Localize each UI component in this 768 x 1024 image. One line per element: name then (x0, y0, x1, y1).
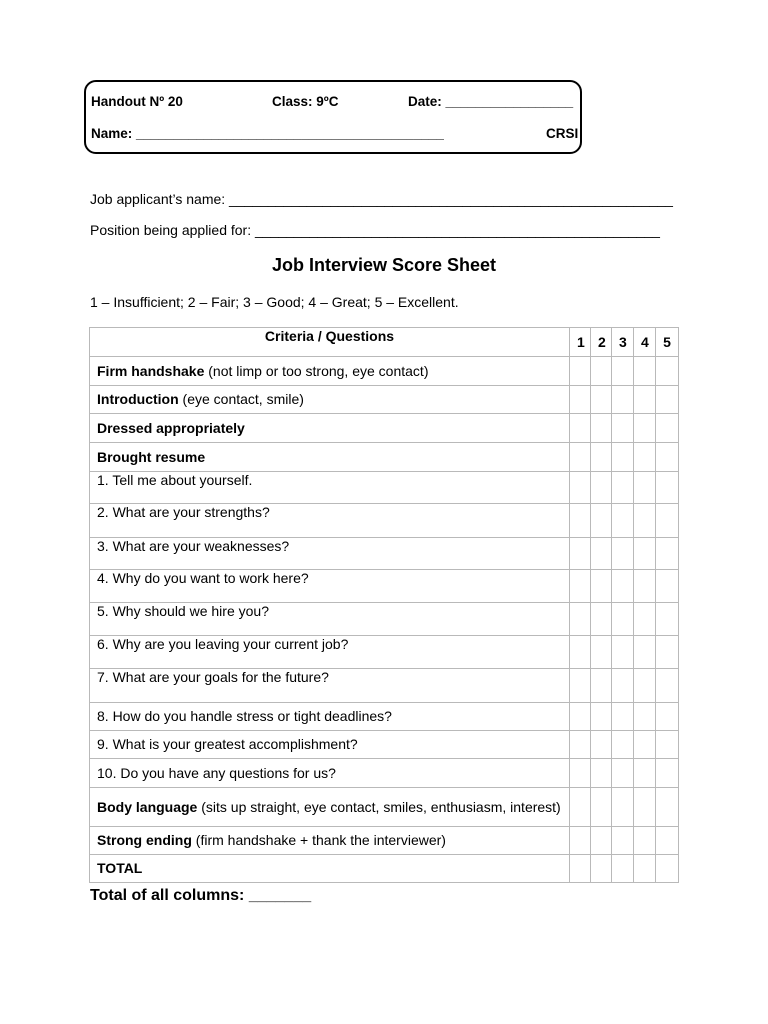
score-cell[interactable] (612, 703, 634, 731)
criteria-text: 4. Why do you want to work here? (97, 570, 309, 586)
score-cell[interactable] (634, 759, 656, 788)
score-cell[interactable] (591, 570, 612, 603)
score-table-header-row (90, 328, 679, 357)
handout-header-box (84, 80, 582, 154)
score-cell[interactable] (570, 636, 591, 669)
score-column-header: 1 (570, 328, 591, 357)
table-row (90, 386, 679, 414)
score-cell[interactable] (634, 788, 656, 827)
score-cell[interactable] (591, 472, 612, 504)
score-cell[interactable] (634, 443, 656, 472)
criteria-cell (90, 827, 570, 855)
score-cell[interactable] (570, 669, 591, 703)
table-row (90, 570, 679, 603)
score-cell[interactable] (591, 731, 612, 759)
criteria-cell (90, 443, 570, 472)
criteria-text: 3. What are your weaknesses? (97, 538, 290, 554)
table-row (90, 472, 679, 504)
score-cell[interactable] (634, 855, 656, 883)
score-cell[interactable] (656, 759, 679, 788)
score-cell[interactable] (612, 472, 634, 504)
score-column-header: 3 (612, 328, 634, 357)
score-cell[interactable] (570, 443, 591, 472)
table-row (90, 443, 679, 472)
score-cell[interactable] (656, 386, 679, 414)
score-cell[interactable] (591, 759, 612, 788)
score-cell[interactable] (612, 636, 634, 669)
score-cell[interactable] (634, 357, 656, 386)
table-row (90, 636, 679, 669)
criteria-cell (90, 603, 570, 636)
table-row (90, 827, 679, 855)
score-cell[interactable] (656, 855, 679, 883)
criteria-bold-label: TOTAL (97, 860, 143, 876)
score-column-header: 2 (591, 328, 612, 357)
criteria-text: 2. What are your strengths? (97, 504, 270, 520)
score-column-header: 5 (656, 328, 679, 357)
school-code: CRSI (546, 126, 579, 141)
score-cell[interactable] (656, 538, 679, 570)
criteria-cell (90, 414, 570, 443)
criteria-cell (90, 731, 570, 759)
criteria-text: (not limp or too strong, eye contact) (204, 362, 429, 379)
score-cell[interactable] (570, 538, 591, 570)
score-cell[interactable] (656, 472, 679, 504)
criteria-text: 9. What is your greatest accomplishment? (97, 736, 358, 752)
criteria-text: 10. Do you have any questions for us? (97, 764, 336, 781)
page-title: Job Interview Score Sheet (271, 255, 497, 275)
score-cell[interactable] (656, 636, 679, 669)
score-cell[interactable] (591, 827, 612, 855)
score-cell[interactable] (591, 443, 612, 472)
criteria-bold-label: Dressed appropriately (97, 419, 245, 436)
score-cell[interactable] (634, 504, 656, 538)
score-cell[interactable] (656, 570, 679, 603)
criteria-cell (90, 357, 570, 386)
date-field[interactable]: Date: _________________ (408, 94, 574, 109)
score-cell[interactable] (570, 703, 591, 731)
score-cell[interactable] (570, 504, 591, 538)
score-cell[interactable] (591, 636, 612, 669)
criteria-bold-label: Introduction (97, 391, 179, 407)
score-cell[interactable] (612, 603, 634, 636)
score-cell[interactable] (570, 788, 591, 827)
score-cell[interactable] (570, 472, 591, 504)
score-cell[interactable] (656, 788, 679, 827)
score-cell[interactable] (591, 357, 612, 386)
score-cell[interactable] (570, 759, 591, 788)
table-row (90, 357, 679, 386)
score-cell[interactable] (591, 504, 612, 538)
applicant-name-field[interactable]: Job applicant’s name: _________________________________________________________ (90, 191, 673, 207)
criteria-text: 5. Why should we hire you? (97, 603, 269, 619)
score-cell[interactable] (591, 538, 612, 570)
criteria-text: 6. Why are you leaving your current job? (97, 636, 349, 652)
criteria-cell (90, 570, 570, 603)
criteria-cell (90, 504, 570, 538)
score-cell[interactable] (570, 570, 591, 603)
score-cell[interactable] (634, 731, 656, 759)
score-table (89, 327, 679, 883)
total-all-columns-field[interactable]: Total of all columns: _______ (90, 887, 312, 904)
score-cell[interactable] (634, 472, 656, 504)
score-cell[interactable] (612, 855, 634, 883)
score-cell[interactable] (591, 703, 612, 731)
score-cell[interactable] (634, 414, 656, 443)
score-cell[interactable] (570, 603, 591, 636)
score-cell[interactable] (634, 636, 656, 669)
score-cell[interactable] (570, 855, 591, 883)
criteria-text: 1. Tell me about yourself. (97, 472, 253, 488)
position-applied-field[interactable]: Position being applied for: ____________________________________________________ (90, 222, 660, 238)
score-cell[interactable] (656, 731, 679, 759)
score-cell[interactable] (591, 386, 612, 414)
score-cell[interactable] (612, 827, 634, 855)
table-row (90, 504, 679, 538)
score-cell[interactable] (612, 759, 634, 788)
score-cell[interactable] (634, 827, 656, 855)
criteria-cell (90, 538, 570, 570)
criteria-text: (firm handshake + thank the interviewer) (191, 832, 446, 848)
criteria-text: (sits up straight, eye contact, smiles, enthusiasm, interest) (197, 798, 561, 815)
score-cell[interactable] (591, 603, 612, 636)
score-cell[interactable] (570, 357, 591, 386)
score-column-header: 4 (634, 328, 656, 357)
criteria-bold-label: Firm handshake (97, 362, 205, 379)
score-cell[interactable] (656, 603, 679, 636)
score-cell[interactable] (656, 357, 679, 386)
score-cell[interactable] (612, 357, 634, 386)
criteria-cell (90, 472, 570, 504)
score-cell[interactable] (591, 669, 612, 703)
rating-scale-legend: 1 – Insufficient; 2 – Fair; 3 – Good; 4 – Great; 5 – Excellent. (90, 294, 459, 310)
score-cell[interactable] (612, 386, 634, 414)
criteria-bold-label: Strong ending (97, 832, 192, 848)
score-cell[interactable] (612, 504, 634, 538)
score-cell[interactable] (656, 504, 679, 538)
score-cell[interactable] (634, 538, 656, 570)
score-cell[interactable] (634, 669, 656, 703)
table-row (90, 788, 679, 827)
handout-number: Handout Nº 20 (91, 94, 183, 109)
score-cell[interactable] (591, 855, 612, 883)
score-cell[interactable] (570, 731, 591, 759)
table-row (90, 414, 679, 443)
table-row (90, 603, 679, 636)
table-row (90, 538, 679, 570)
score-cell[interactable] (656, 827, 679, 855)
table-row (90, 703, 679, 731)
criteria-text: 7. What are your goals for the future? (97, 669, 329, 685)
score-cell[interactable] (634, 570, 656, 603)
criteria-column-header: Criteria / Questions (90, 328, 570, 357)
table-row (90, 855, 679, 883)
score-cell[interactable] (656, 703, 679, 731)
score-cell[interactable] (591, 414, 612, 443)
score-cell[interactable] (570, 414, 591, 443)
class-label: Class: 9ºC (272, 94, 339, 109)
score-cell[interactable] (656, 414, 679, 443)
criteria-cell (90, 669, 570, 703)
score-cell[interactable] (656, 443, 679, 472)
score-cell[interactable] (612, 669, 634, 703)
criteria-cell (90, 386, 570, 414)
criteria-bold-label: Brought resume (97, 448, 206, 465)
score-cell[interactable] (634, 703, 656, 731)
score-cell[interactable] (612, 570, 634, 603)
table-row (90, 731, 679, 759)
student-name-field[interactable]: Name: _________________________________________ (91, 126, 444, 141)
table-row (90, 669, 679, 703)
score-cell[interactable] (612, 443, 634, 472)
criteria-text: 8. How do you handle stress or tight deadlines? (97, 708, 392, 724)
table-row (90, 759, 679, 788)
criteria-bold-label: Body language (97, 798, 198, 815)
criteria-cell (90, 636, 570, 669)
score-cell[interactable] (612, 414, 634, 443)
criteria-text: (eye contact, smile) (178, 391, 304, 407)
score-cell[interactable] (612, 788, 634, 827)
score-cell[interactable] (570, 827, 591, 855)
criteria-cell (90, 788, 570, 827)
score-cell[interactable] (656, 669, 679, 703)
score-cell[interactable] (570, 386, 591, 414)
score-cell[interactable] (634, 386, 656, 414)
score-cell[interactable] (612, 731, 634, 759)
score-cell[interactable] (591, 788, 612, 827)
criteria-cell (90, 855, 570, 883)
criteria-cell (90, 759, 570, 788)
criteria-cell (90, 703, 570, 731)
score-cell[interactable] (612, 538, 634, 570)
score-cell[interactable] (634, 603, 656, 636)
